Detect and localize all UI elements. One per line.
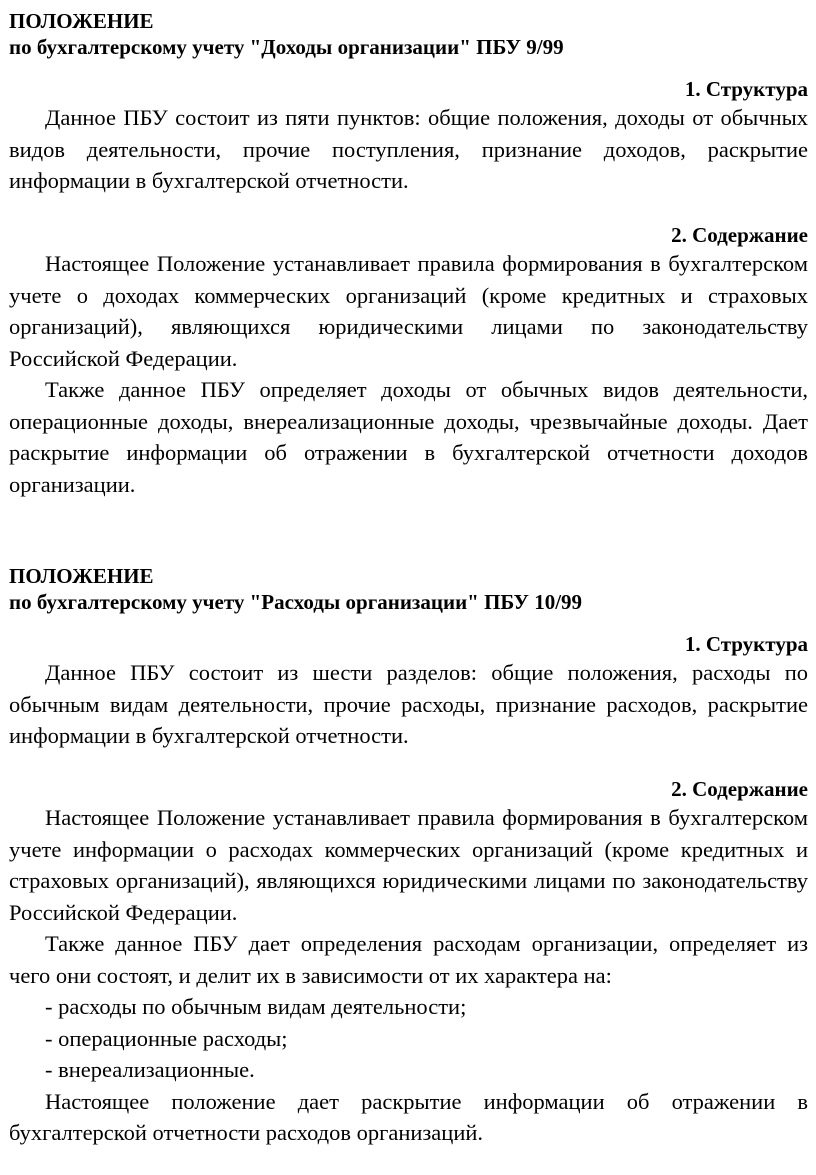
pbu-10-99-section xyxy=(9,563,808,752)
doc1-title: ПОЛОЖЕНИЕ xyxy=(9,9,154,33)
doc2-structure-heading: 1. Структура xyxy=(684,632,808,656)
list-item: - расходы по обычным видам деятельности; xyxy=(45,994,467,1019)
doc2-content-para1: Настоящее Положение устанавливает правила формирования в бухгалтерском учете информации о расходах коммерческих организаций (кроме кредитных и страховых организаций), являющихся юридическими лицами по законодательству Российской Федерации. xyxy=(9,805,808,925)
doc1-content-para2: Также данное ПБУ определяет доходы от обычных видов деятельности, операционные доходы, внереализационные доходы, чрезвычайные доходы. Дает раскрытие информации об отражении в бухгалтерской отчетности доходов организации. xyxy=(9,377,808,497)
pbu-9-99-section xyxy=(9,8,808,197)
doc2-title: ПОЛОЖЕНИЕ xyxy=(9,564,154,588)
pbu-10-99-content xyxy=(9,776,808,1149)
doc1-structure-text: Данное ПБУ состоит из пяти пунктов: общие положения, доходы от обычных видов деятельности, прочие поступления, признание доходов, раскрытие информации в бухгалтерской отчетности. xyxy=(9,105,808,193)
list-item: - операционные расходы; xyxy=(45,1025,288,1051)
doc1-subtitle: по бухгалтерскому учету "Доходы организации" ПБУ 9/99 xyxy=(9,35,564,59)
doc2-content-para3: Настоящее положение дает раскрытие информации об отражении в бухгалтерской отчетности расходов организаций. xyxy=(9,1088,808,1145)
doc2-subtitle: по бухгалтерскому учету "Расходы организации" ПБУ 10/99 xyxy=(9,590,583,614)
doc1-structure-heading: 1. Структура xyxy=(684,77,808,101)
pbu-9-99-content xyxy=(9,222,808,500)
doc1-content-para1: Настоящее Положение устанавливает правила формирования в бухгалтерском учете о доходах коммерческих организаций (кроме кредитных и страховых организаций), являющихся юридическими лицами по законодательству Российской Федерации. xyxy=(9,251,808,371)
list-item: - внереализационные. xyxy=(45,1057,255,1082)
doc2-content-para2: Также данное ПБУ дает определения расходам организации, определяет из чего они состоят, и делит их в зависимости от их характера на: xyxy=(9,931,808,988)
doc1-content-heading: 2. Содержание xyxy=(671,223,808,247)
doc2-content-heading: 2. Содержание xyxy=(671,777,808,801)
doc2-structure-text: Данное ПБУ состоит из шести разделов: общие положения, расходы по обычным видам деятельности, прочие расходы, признание расходов, раскрытие информации в бухгалтерской отчетности. xyxy=(9,660,808,748)
